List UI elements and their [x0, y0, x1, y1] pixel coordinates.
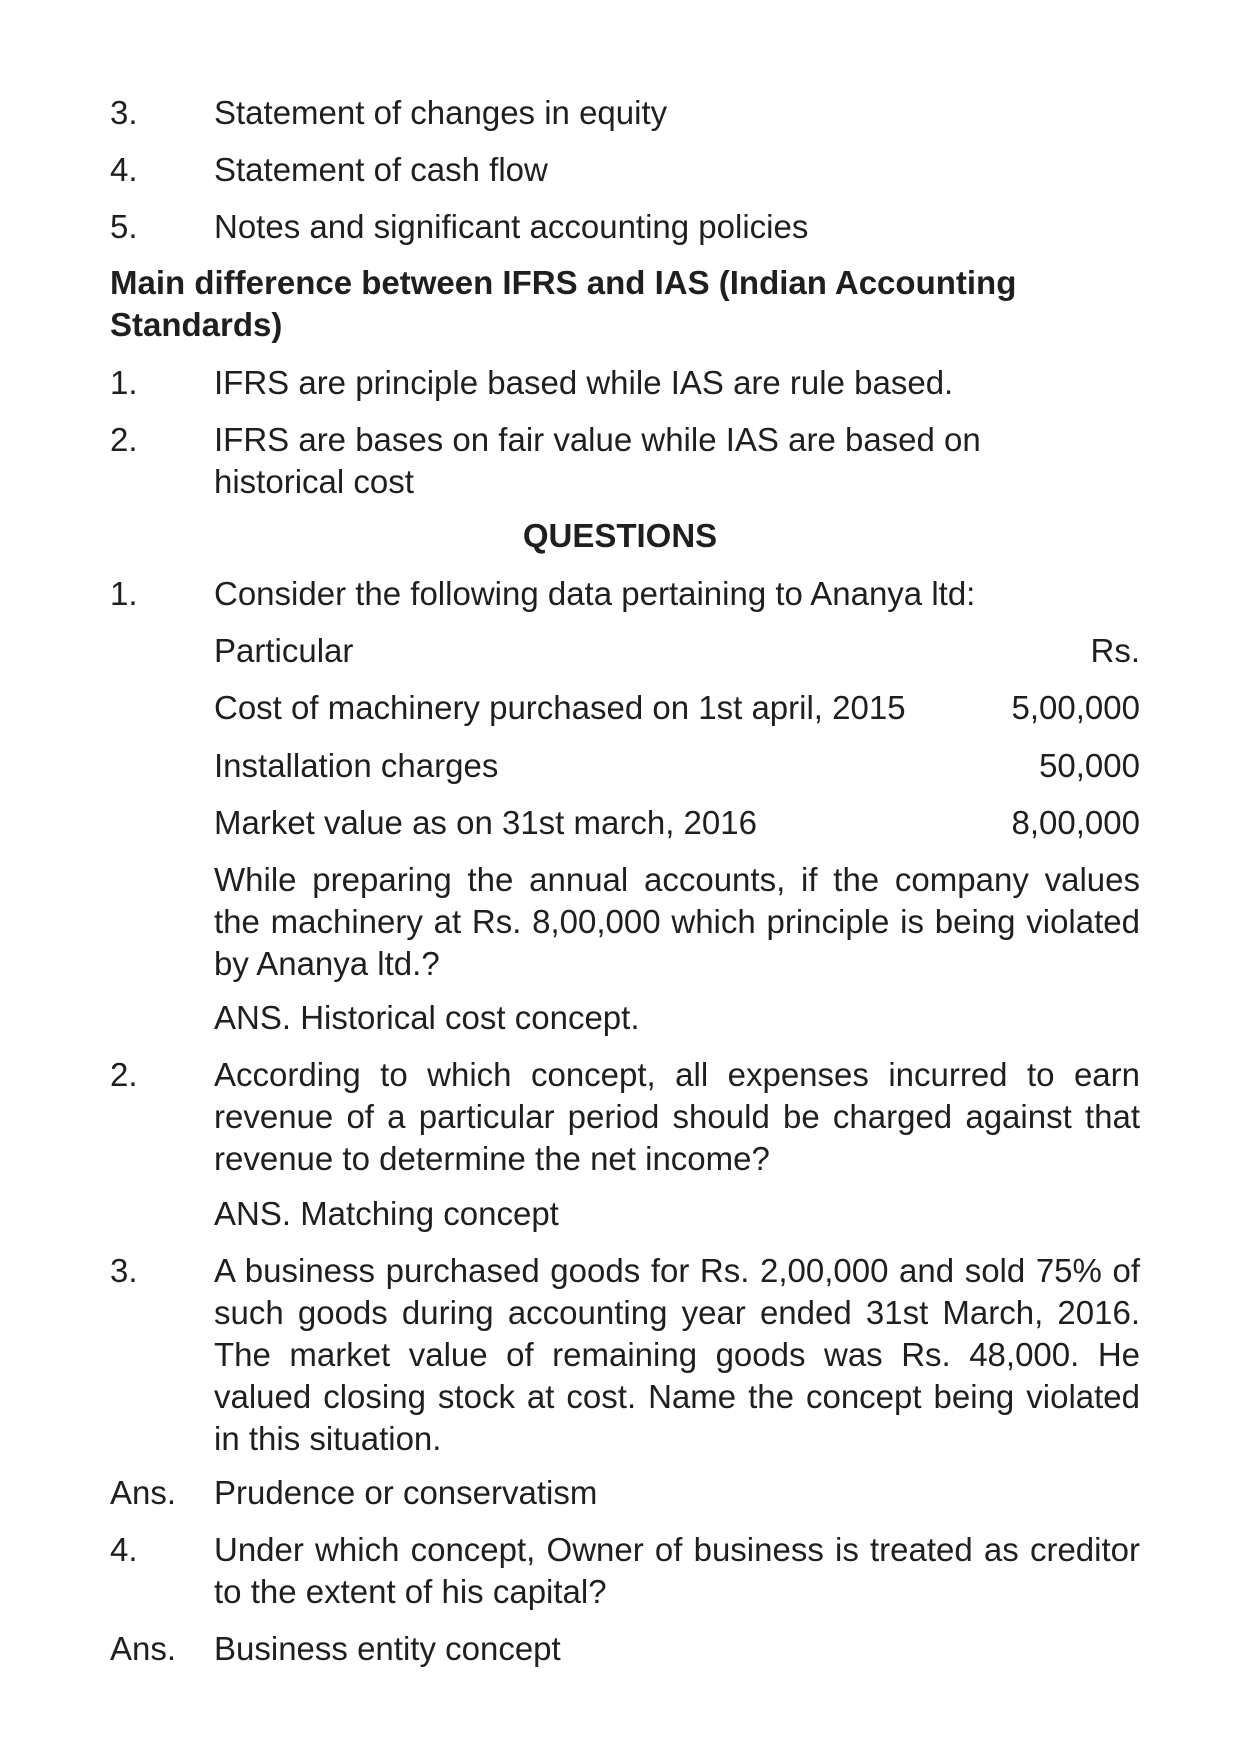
list-text: Notes and significant accounting policies: [214, 208, 809, 245]
answer-text: ANS. Historical cost concept.: [214, 999, 640, 1036]
question-number: 4.: [110, 1531, 138, 1568]
list-number: 4.: [110, 151, 138, 188]
table-cell-label: Cost of machinery purchased on 1st april, 2015: [214, 689, 906, 726]
section-heading: Main difference between IFRS and IAS (Indian Accounting Standards): [110, 264, 1017, 343]
table-cell-amount: 50,000: [1039, 747, 1140, 784]
table-cell-label: Installation charges: [214, 747, 499, 784]
list-number: 3.: [110, 94, 138, 131]
list-text: Statement of cash flow: [214, 151, 548, 188]
list-number: 2.: [110, 421, 138, 458]
question-number: 1.: [110, 575, 138, 612]
list-text: IFRS are principle based while IAS are rule based.: [214, 364, 954, 401]
question-number: 2.: [110, 1056, 138, 1093]
table-header-amount: Rs.: [1090, 632, 1140, 669]
question-text: Consider the following data pertaining to Ananya ltd:: [214, 575, 976, 612]
answer-label: Ans.: [110, 1474, 177, 1511]
table-row: [214, 687, 1140, 729]
table-cell-amount: 8,00,000: [1011, 804, 1140, 841]
answer-text: ANS. Matching concept: [214, 1195, 559, 1232]
question-text: A business purchased goods for Rs. 2,00,000 and sold 75% of such goods during accounting year ended 31st March, 2016. The market value of remaining goods was Rs. 48,000. He valued closing stock at cost. Name the concept being violated in this situation.: [214, 1252, 1140, 1457]
table-cell-label: Market value as on 31st march, 2016: [214, 804, 757, 841]
table-cell-amount: 5,00,000: [1011, 689, 1140, 726]
question-paragraph: While preparing the annual accounts, if the company values the machinery at Rs. 8,00,000 which principle is being violated by Ananya ltd.?: [214, 861, 1140, 982]
table-row: [214, 802, 1140, 844]
table-header: [214, 630, 1140, 672]
answer-label: Ans.: [110, 1630, 177, 1667]
question-text: Under which concept, Owner of business is treated as creditor to the extent of his capital?: [214, 1531, 1140, 1610]
list-number: 5.: [110, 208, 138, 245]
questions-heading: QUESTIONS: [522, 517, 718, 554]
list-text: Statement of changes in equity: [214, 94, 668, 131]
table-header-label: Particular: [214, 632, 354, 669]
list-text: IFRS are bases on fair value while IAS are based on historical cost: [214, 421, 981, 500]
answer-text: Prudence or conservatism: [214, 1474, 598, 1511]
table-row: [214, 745, 1140, 787]
question-text: According to which concept, all expenses incurred to earn revenue of a particular period should be charged against that revenue to determine the net income?: [214, 1056, 1140, 1177]
list-number: 1.: [110, 364, 138, 401]
answer-text: Business entity concept: [214, 1630, 561, 1667]
question-number: 3.: [110, 1252, 138, 1289]
